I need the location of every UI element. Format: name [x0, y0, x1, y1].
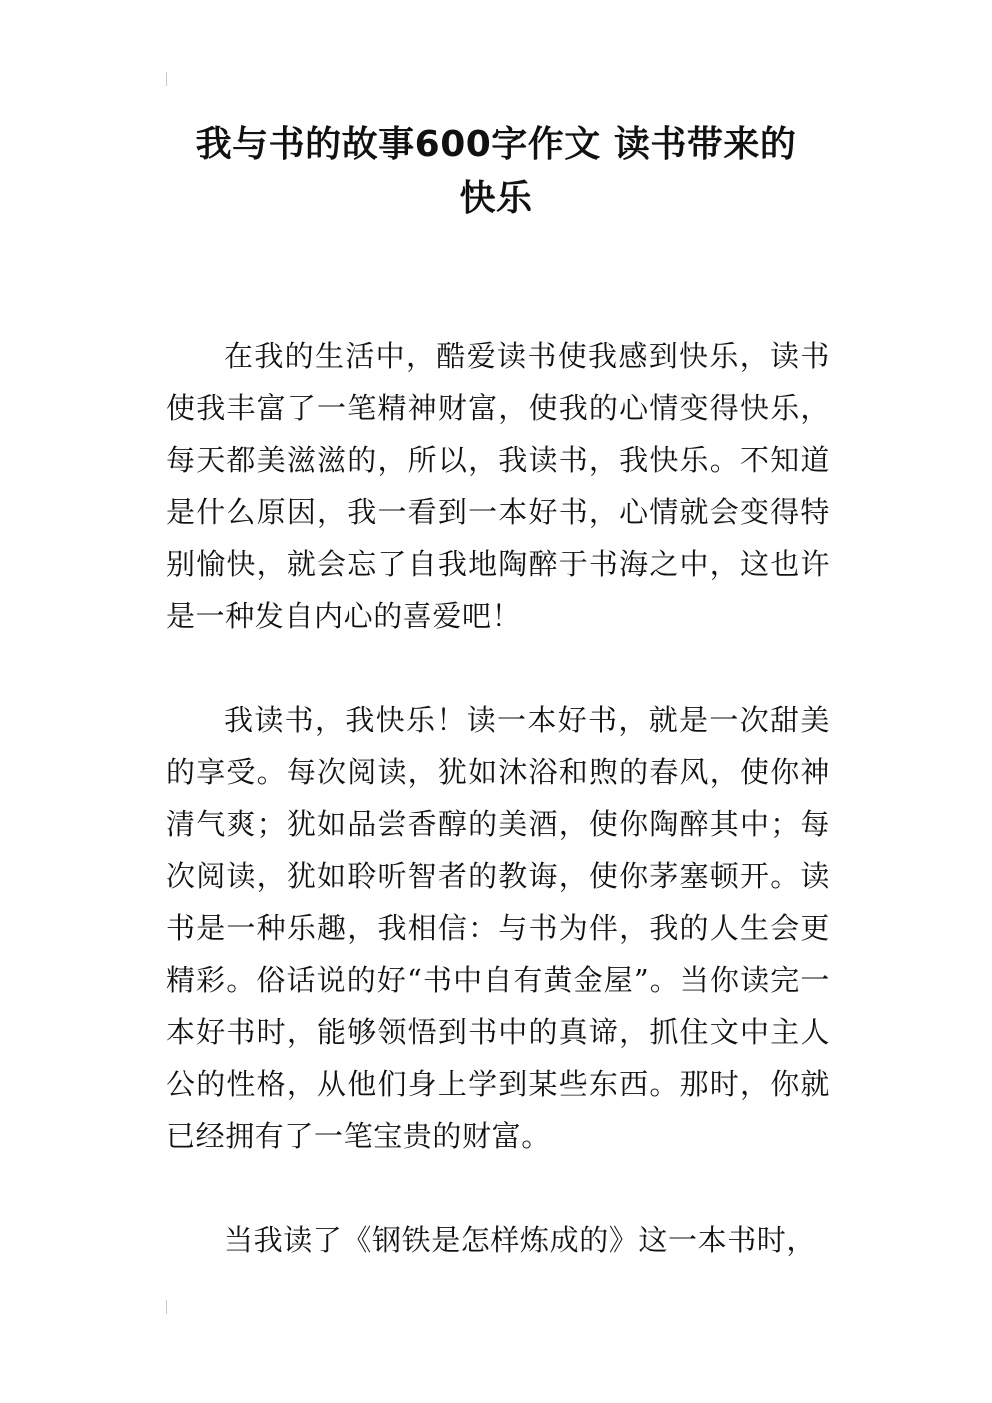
page-corner-mark-bottom — [166, 1300, 167, 1314]
page-corner-mark-top — [166, 72, 167, 86]
paragraph-2: 我读书，我快乐！读一本好书，就是一次甜美的享受。每次阅读，犹如沐浴和煦的春风，使你神清气爽；犹如品尝香醇的美酒，使你陶醉其中；每次阅读，犹如聆听智者的教诲，使你茅塞顿开。读书是一种乐趣，我相信：与书为伴，我的人生会更精彩。俗话说的好“书中自有黄金屋”。当你读完一本好书时，能够领悟到书中的真谛，抓住文中主人公的性格，从他们身上学到某些东西。那时，你就已经拥有了一笔宝贵的财富。 — [166, 703, 830, 1153]
title-line-2: 快乐 — [459, 178, 533, 219]
essay-body — [166, 330, 830, 1266]
title-line-1: 我与书的故事600字作文 读书带来的 — [195, 124, 797, 165]
document-title — [160, 118, 832, 226]
paragraph-3: 当我读了《钢铁是怎样炼成的》这一本书时， — [224, 1223, 817, 1257]
paragraph-1: 在我的生活中，酷爱读书使我感到快乐，读书使我丰富了一笔精神财富，使我的心情变得快乐，每天都美滋滋的，所以，我读书，我快乐。不知道是什么原因，我一看到一本好书，心情就会变得特别愉快，就会忘了自我地陶醉于书海之中，这也许是一种发自内心的喜爱吧！ — [166, 339, 830, 633]
